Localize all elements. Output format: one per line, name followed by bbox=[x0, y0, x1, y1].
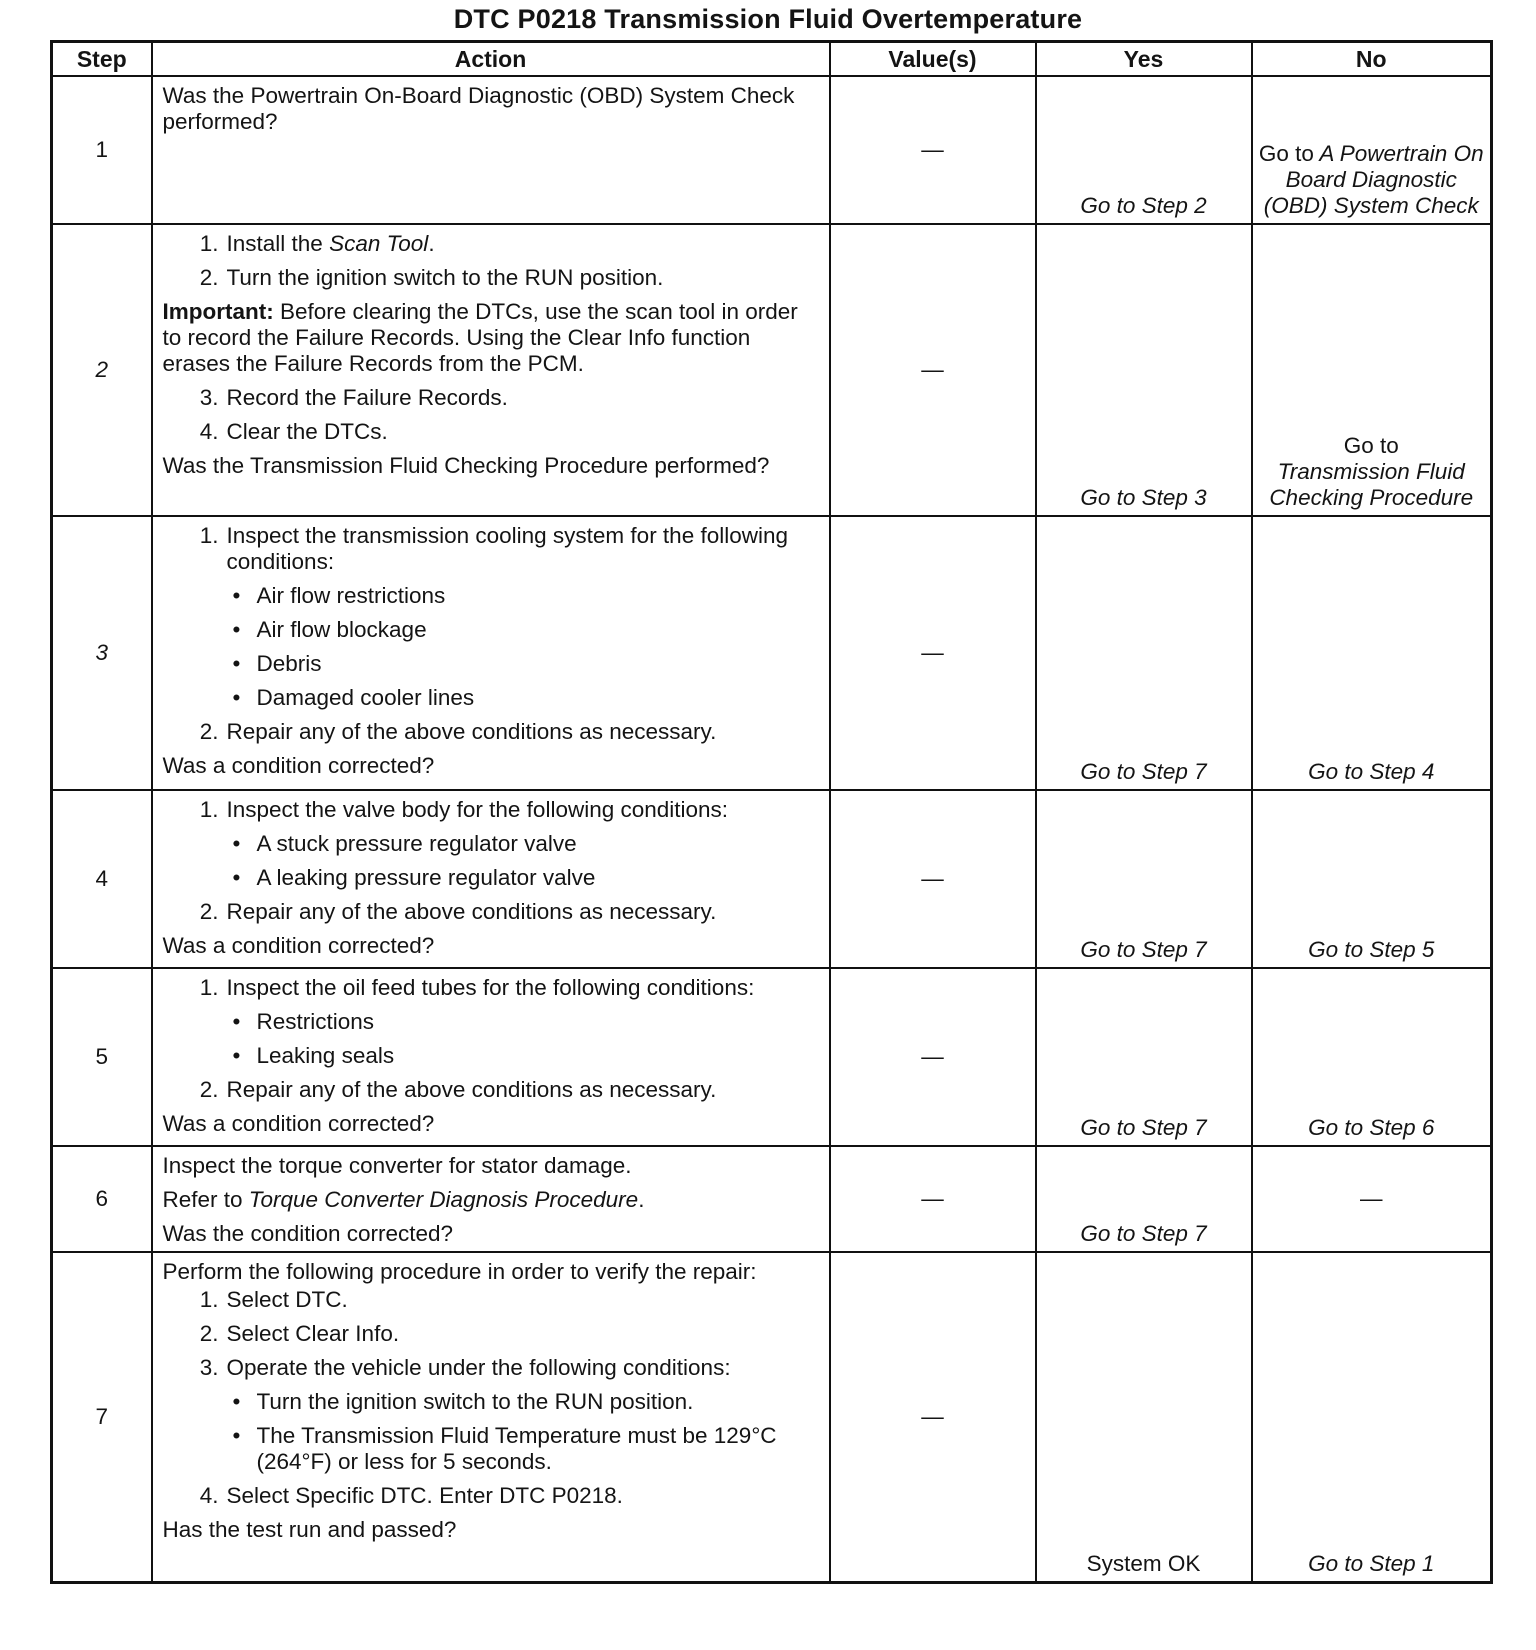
action-cell bbox=[152, 224, 830, 516]
value-cell: — bbox=[830, 76, 1036, 224]
action-cell bbox=[152, 1146, 830, 1252]
bullet-item: • Leaking seals bbox=[232, 1043, 395, 1068]
value-cell: — bbox=[830, 1146, 1036, 1252]
bullet-item: • Damaged cooler lines bbox=[232, 685, 475, 710]
action-line: Inspect the torque converter for stator damage. bbox=[162, 1153, 632, 1178]
action-question: Was a condition corrected? bbox=[162, 933, 435, 958]
value-cell: — bbox=[830, 968, 1036, 1146]
action-question: Was a condition corrected? bbox=[162, 753, 435, 778]
yes-cell: Go to Step 7 bbox=[1036, 516, 1252, 790]
yes-cell: Go to Step 2 bbox=[1036, 76, 1252, 224]
page-title: DTC P0218 Transmission Fluid Overtemperature bbox=[453, 4, 1083, 34]
yes-cell: Go to Step 7 bbox=[1036, 1146, 1252, 1252]
list-item: 1. Inspect the valve body for the following conditions: bbox=[199, 797, 729, 822]
action-question: Was the Transmission Fluid Checking Procedure performed? bbox=[162, 453, 770, 478]
action-cell bbox=[152, 968, 830, 1146]
list-item: 1. Install the Scan Tool. bbox=[199, 231, 435, 256]
no-link-text: Transmission Fluid Checking Procedure bbox=[1269, 459, 1474, 510]
bullet-item: • A stuck pressure regulator valve bbox=[232, 831, 577, 856]
table-row-step-2 bbox=[52, 224, 1492, 516]
table-row-step-4 bbox=[52, 790, 1492, 968]
list-item: 1. Inspect the transmission cooling system for the following conditions: bbox=[199, 523, 789, 574]
value-cell: — bbox=[830, 1252, 1036, 1582]
table-row-step-3 bbox=[52, 516, 1492, 790]
no-cell: Go to Step 6 bbox=[1252, 968, 1492, 1146]
bullet-item: • Restrictions bbox=[232, 1009, 375, 1034]
yes-cell: System OK bbox=[1036, 1252, 1252, 1582]
header-yes: Yes bbox=[1036, 42, 1252, 77]
action-question: Has the test run and passed? bbox=[162, 1517, 457, 1542]
list-item: 1. Inspect the oil feed tubes for the following conditions: bbox=[199, 975, 755, 1000]
bullet-item: • Air flow blockage bbox=[232, 617, 427, 642]
no-cell: Go to Step 4 bbox=[1252, 516, 1492, 790]
step-number: 6 bbox=[52, 1146, 152, 1252]
header-step: Step bbox=[52, 42, 152, 77]
step-number: 2 bbox=[52, 224, 152, 516]
action-cell bbox=[152, 516, 830, 790]
bullet-item: • A leaking pressure regulator valve bbox=[232, 865, 596, 890]
yes-cell: Go to Step 7 bbox=[1036, 790, 1252, 968]
no-cell: Go to Step 1 bbox=[1252, 1252, 1492, 1582]
header-no: No bbox=[1252, 42, 1492, 77]
value-cell: — bbox=[830, 790, 1036, 968]
list-item: 4. Select Specific DTC. Enter DTC P0218. bbox=[199, 1483, 623, 1508]
action-question: Was a condition corrected? bbox=[162, 1111, 435, 1136]
list-item: 1. Select DTC. bbox=[199, 1287, 348, 1312]
value-cell: — bbox=[830, 516, 1036, 790]
no-cell bbox=[1252, 224, 1492, 516]
no-prefix: Go to bbox=[1258, 141, 1314, 166]
list-item: 2. Repair any of the above conditions as necessary. bbox=[199, 899, 717, 924]
important-note: Important: Before clearing the DTCs, use the scan tool in order to record the Failure Records. Using the Clear Info function erases the Failure Records from the PCM. bbox=[162, 299, 798, 376]
yes-cell: Go to Step 7 bbox=[1036, 968, 1252, 1146]
diagnostic-table bbox=[50, 40, 1493, 1584]
step-number: 5 bbox=[52, 968, 152, 1146]
action-line: Refer to Torque Converter Diagnosis Procedure. bbox=[162, 1187, 645, 1212]
step-number: 7 bbox=[52, 1252, 152, 1582]
step-number: 3 bbox=[52, 516, 152, 790]
table-row-step-1 bbox=[52, 76, 1492, 224]
no-link-text: A Powertrain On Board Diagnostic (OBD) System Check bbox=[1263, 141, 1484, 218]
no-cell: — bbox=[1252, 1146, 1492, 1252]
action-intro: Perform the following procedure in order to verify the repair: bbox=[162, 1259, 757, 1284]
action-question: Was the Powertrain On-Board Diagnostic (OBD) System Check performed? bbox=[162, 83, 795, 134]
list-item: 2. Select Clear Info. bbox=[199, 1321, 400, 1346]
bullet-item: • Air flow restrictions bbox=[232, 583, 446, 608]
list-item: 3. Record the Failure Records. bbox=[199, 385, 508, 410]
action-cell bbox=[152, 76, 830, 224]
action-cell bbox=[152, 790, 830, 968]
list-item: 2. Repair any of the above conditions as necessary. bbox=[199, 719, 717, 744]
table-row-step-7 bbox=[52, 1252, 1492, 1582]
table-header-row bbox=[52, 42, 1492, 77]
table-row-step-5 bbox=[52, 968, 1492, 1146]
list-item: 2. Repair any of the above conditions as necessary. bbox=[199, 1077, 717, 1102]
bullet-item: • Turn the ignition switch to the RUN position. bbox=[232, 1389, 694, 1414]
table-row-step-6 bbox=[52, 1146, 1492, 1252]
list-item: 2. Turn the ignition switch to the RUN position. bbox=[199, 265, 664, 290]
no-prefix: Go to bbox=[1343, 433, 1399, 458]
list-item: 3. Operate the vehicle under the following conditions: bbox=[199, 1355, 731, 1380]
action-cell bbox=[152, 1252, 830, 1582]
no-cell bbox=[1252, 76, 1492, 224]
header-action: Action bbox=[152, 42, 830, 77]
bullet-item: • The Transmission Fluid Temperature must be 129°C (264°F) or less for 5 seconds. bbox=[232, 1423, 777, 1474]
step-number: 4 bbox=[52, 790, 152, 968]
bullet-item: • Debris bbox=[232, 651, 322, 676]
header-values: Value(s) bbox=[830, 42, 1036, 77]
value-cell: — bbox=[830, 224, 1036, 516]
action-question: Was the condition corrected? bbox=[162, 1221, 454, 1246]
list-item: 4. Clear the DTCs. bbox=[199, 419, 388, 444]
no-cell: Go to Step 5 bbox=[1252, 790, 1492, 968]
yes-cell: Go to Step 3 bbox=[1036, 224, 1252, 516]
step-number: 1 bbox=[52, 76, 152, 224]
